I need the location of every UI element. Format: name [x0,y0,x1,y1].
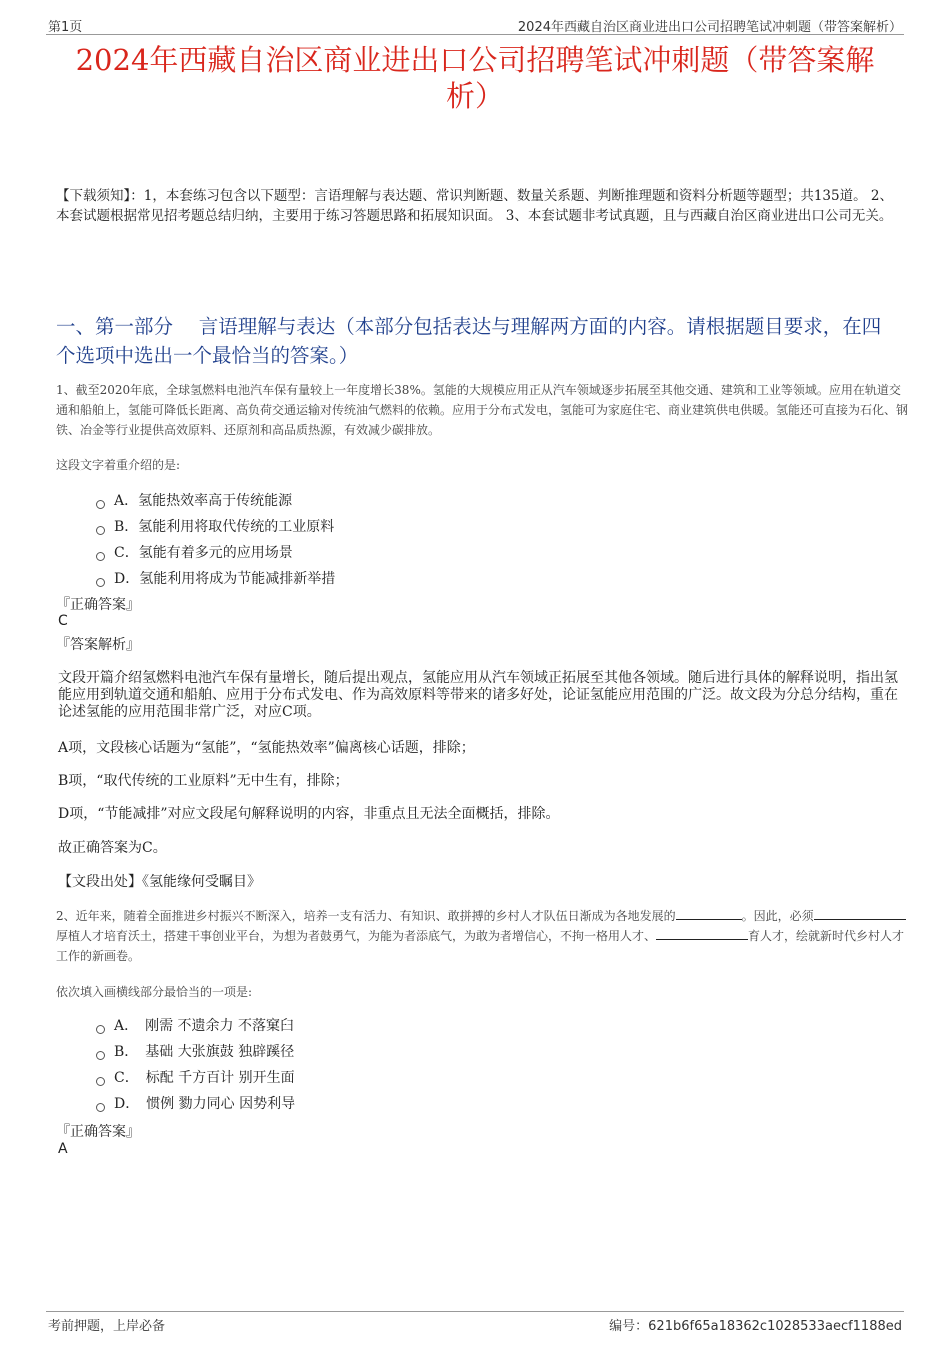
option-label: D． 惯例 勠力同心 因势利导 [114,1096,296,1112]
question-1-option-c[interactable] [96,542,293,564]
fill-blank-2 [814,907,906,920]
radio-icon[interactable] [96,1077,105,1086]
question-1-analysis-conclusion: 故正确答案为C。 [58,840,167,856]
document-title [50,42,900,114]
option-label: B． 基础 大张旗鼓 独辟蹊径 [114,1044,295,1060]
fill-blank-1 [676,907,742,920]
question-1-analysis-b: B项，“取代传统的工业原料”无中生有，排除； [58,773,349,789]
question-1-analysis-main: 文段开篇介绍氢燃料电池汽车保有量增长，随后提出观点，氢能应用从汽车领域正拓展至其他各领域。随后进行具体的解释说明，指出氢能应用到轨道交通和船舶、应用于分布式发电、作为高效原料等带来的诸多好处，论证氢能应用范围的广泛。故文段为分总分结构，重在论述氢能的应用范围非常广泛，对应C项。 [58,670,898,720]
document-title-line1: 2024年西藏自治区商业进出口公司招聘笔试冲刺题（带答案解 [75,43,875,77]
question-1-stem: 这段文字着重介绍的是: [56,458,181,472]
question-1-analysis-d: D项，“节能减排”对应文段尾句解释说明的内容，非重点且无法全面概括，排除。 [58,806,560,822]
section-heading: 一、第一部分 言语理解与表达（本部分包括表达与理解两方面的内容。请根据题目要求，在四个选项中选出一个最恰当的答案。） [56,315,882,367]
option-label: A．氢能热效率高于传统能源 [114,493,293,509]
radio-icon[interactable] [96,552,105,561]
page-header [46,14,904,35]
question-1-source: 【文段出处】《氢能缘何受瞩目》 [58,874,261,890]
radio-icon[interactable] [96,1051,105,1060]
question-2-text [56,906,910,966]
question-2-text-part2: 。因此，必须 [741,909,814,923]
question-2-option-b[interactable] [96,1041,294,1063]
footer-slogan: 考前押题，上岸必备 [48,1319,166,1334]
radio-icon[interactable] [96,500,105,509]
radio-icon[interactable] [96,526,105,535]
option-label: A． 刚需 不遗余力 不落窠臼 [114,1018,295,1034]
question-1-analysis-label: 『答案解析』 [56,637,140,653]
question-1-analysis-a: A项，文段核心话题为“氢能”，“氢能热效率”偏离核心话题，排除； [58,740,475,756]
radio-icon[interactable] [96,1025,105,1034]
question-1-option-d[interactable] [96,568,335,590]
page-number: 第1页 [48,20,83,35]
question-2-option-c[interactable] [96,1067,295,1089]
option-label: B．氢能利用将取代传统的工业原料 [114,519,335,535]
document-id: 编号：621b6f65a18362c1028533aecf1188ed [609,1319,902,1334]
question-1-answer-label: 『正确答案』 [56,597,140,613]
option-label: C． 标配 千方百计 别开生面 [114,1070,295,1086]
header-doc-title: 2024年西藏自治区商业进出口公司招聘笔试冲刺题（带答案解析） [517,20,902,35]
document-title-line2: 析） [445,79,504,113]
question-2-answer: A [58,1141,68,1157]
question-1-text: 1、截至2020年底，全球氢燃料电池汽车保有量较上一年度增长38%。氢能的大规模应用正从汽车领域逐步拓展至其他交通、建筑和工业等领域。应用在轨道交通和船舶上，氢能可降低长距离、高负荷交通运输对传统油气燃料的依赖。应用于分布式发电，氢能可为家庭住宅、商业建筑供电供暖。氢能还可直接为石化、钢铁、冶金等行业提供高效原料、还原剂和高品质热源，有效减少碳排放。 [56,383,909,437]
question-1-option-a[interactable] [96,490,292,512]
question-2-stem: 依次填入画横线部分最恰当的一项是: [56,985,253,999]
question-2-answer-label: 『正确答案』 [56,1124,140,1140]
question-2-text-part3: 厚植人才培育沃土，搭建干事创业平台，为想为者鼓勇气，为能为者添底气，为敢为者增信心，不拘一格用人才、 [56,929,657,943]
question-1-answer: C [58,613,68,629]
option-label: C．氢能有着多元的应用场景 [114,545,293,561]
question-2-text-part1: 2、近年来，随着全面推进乡村振兴不断深入，培养一支有活力、有知识、敢拼搏的乡村人才队伍日渐成为各地发展的 [56,909,676,923]
option-label: D．氢能利用将成为节能减排新举措 [114,571,336,587]
question-2-option-d[interactable] [96,1093,295,1115]
download-notice: 【下载须知】：1，本套练习包含以下题型：言语理解与表达题、常识判断题、数量关系题、判断推理题和资料分析题等题型；共135道。 2、本套试题根据常见招考题总结归纳，主要用于练习答题思路和拓展知识面。 3、本套试题非考试真题，且与西藏自治区商业进出口公司无关。 [56,188,893,224]
radio-icon[interactable] [96,578,105,587]
radio-icon[interactable] [96,1103,105,1112]
fill-blank-3 [656,927,748,940]
question-2-text-part4: 育人才，绘就新时代乡村人才工作的新画卷。 [56,929,905,963]
question-2-option-a[interactable] [96,1015,294,1037]
question-1-option-b[interactable] [96,516,334,538]
page-footer [46,1311,904,1332]
